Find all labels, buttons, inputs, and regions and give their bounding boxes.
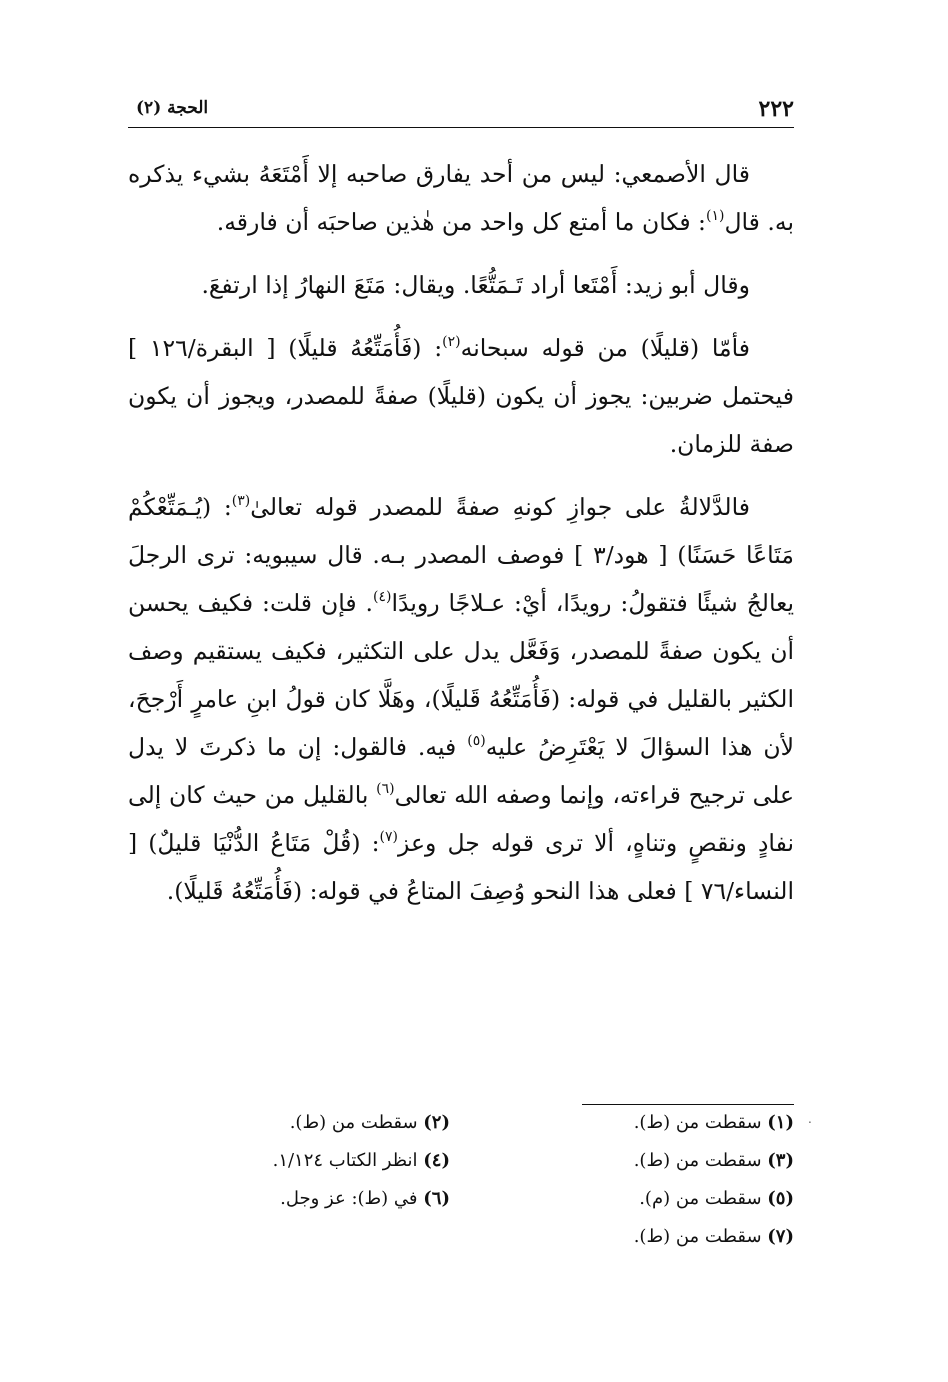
footnote-ref: (٦) (376, 781, 395, 797)
footnote-6: (٦) في (ط): عز وجل. (280, 1188, 450, 1209)
footnote-1: (١) سقطت من (ط). (633, 1112, 794, 1133)
footnote-ref: (٤) (373, 589, 392, 605)
footnote-ref: (٢) (442, 334, 461, 350)
paragraph-1: قال الأصمعي: ليس من أحد يفارق صاحبه إلا أَمْتَعَهُ بشيء يذكره به. قال$^{(١)}$: فكان ما أمتع كل واحد من هٰذين صاحبَه أن فارقه. (128, 160, 794, 236)
book-title: الحجة (٢) (136, 98, 209, 118)
footnote-ref: (١) (705, 208, 725, 224)
running-head (128, 92, 794, 126)
footnote-5: (٥) سقطت من (م). (639, 1188, 794, 1209)
footnote-4: (٤) انظر الكتاب ١/١٢٤. (272, 1150, 450, 1171)
paragraph-4: فالدَّلالةُ على جوازِ كونهِ صفةً للمصدر قوله تعالىٰ$^{(٣)}$: (يُـمَتِّعْكُمْ مَتَاعًا حَسَنًا) [ هود/٣ ] فوصف المصدر بـه. قال سيبويه: ترى الرجلَ يعالجُ شيئًا فتقولُ: رويدًا، أيْ: عـلاجًا رويدًا$^{(٤)}$. فإن قلت: فكيف يحسن أن يكون صفةً للمصدر، وَفَعَّل يدل على التكثير، فكيف يستقيم وصف الكثير بالقليل في قوله: (فَأُمَتِّعُهُ قَليلًا)، وهَلَّا كان قولُ ابنِ عامرٍ أَرْجحَ، لأن هذا السؤالَ لا يَعْتَرِضُ عليه$^{(٥)}$ فيه. فالقول: إن ما ذكرتَ لا يدل على ترجيح قراءته، وإنما وصفه الله تعالى$^{(٦)}$ بالقليل من حيث كان إلى نفادٍ ونقصٍ وتناهٍ، ألا ترى قوله جل وعز$^{(٧)}$: (قُلْ مَتَاعُ الدُّنْيَا قليلٌ) [ النساء/٧٦ ] فعلى هذا النحو وُصِفَ المتاعُ في قوله: (فَأُمَتِّعُهُ قَليلًا). (128, 493, 795, 905)
paragraph-2: وقال أبو زيد: أَمْتَعا أراد تَـمَتُّعًا. ويقال: مَتَعَ النهارُ إذا ارتفعَ. (201, 271, 750, 299)
page-number: ٢٢٢ (758, 96, 794, 122)
margin-dot: . (808, 1112, 812, 1126)
footnote-rule (582, 1104, 794, 1105)
footnote-ref: (٧) (379, 829, 399, 845)
footnote-ref: (٥) (467, 733, 486, 749)
paragraph-3: فأمّا (قليلًا) من قوله سبحانه$^{(٢)}$: (فَأُمَتِّعُهُ قليلًا) [ البقرة/١٢٦ ] فيحتمل ضربين: يجوز أن يكون (قليلًا) صفةً للمصدر، ويجوز أن يكون صفة للزمان. (128, 334, 794, 458)
footnote-2: (٢) سقطت من (ط). (289, 1112, 450, 1133)
footnote-7: (٧) سقطت من (ط). (633, 1226, 794, 1247)
main-text (128, 150, 794, 930)
footnote-ref: (٣) (231, 493, 251, 509)
header-rule (128, 127, 794, 128)
footnote-3: (٣) سقطت من (ط). (633, 1150, 794, 1171)
